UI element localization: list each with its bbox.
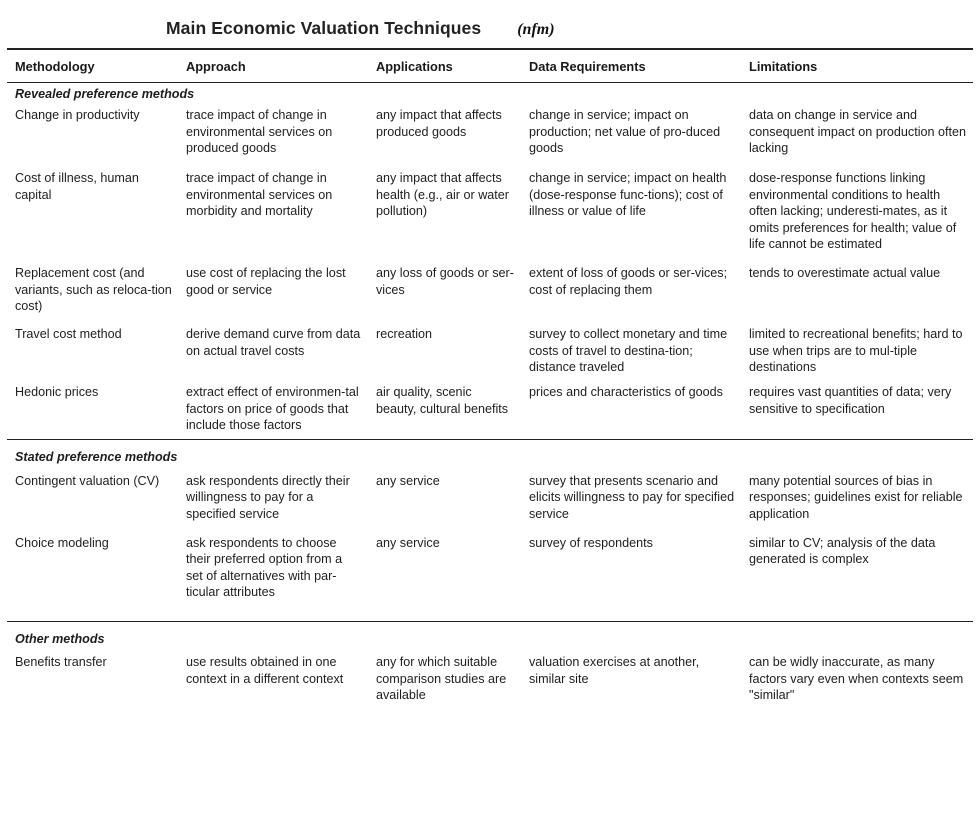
- table-row: [7, 322, 973, 380]
- valuation-techniques-table: [7, 48, 973, 712]
- cell-applications: any loss of goods or ser-vices: [376, 266, 514, 297]
- cell-data-requirements: change in service; impact on health (dose-response func-tions); cost of illness or value of life: [529, 171, 727, 218]
- table-body: [7, 82, 973, 712]
- section-row-revealed-preference: [7, 82, 973, 103]
- column-header-methodology: Methodology: [7, 49, 178, 82]
- cell-data-requirements: survey of respondents: [529, 535, 653, 550]
- cell-applications: any impact that affects produced goods: [376, 108, 502, 139]
- cell-approach: use cost of replacing the lost good or service: [186, 266, 346, 297]
- table-row: [7, 166, 973, 261]
- cell-approach: use results obtained in one context in a different context: [186, 655, 344, 686]
- cell-approach: derive demand curve from data on actual travel costs: [186, 327, 361, 358]
- cell-applications: any impact that affects health (e.g., air or water pollution): [376, 171, 509, 218]
- cell-methodology: Benefits transfer: [15, 655, 107, 669]
- column-header-data-requirements: Data Requirements: [521, 49, 741, 82]
- page-title: Main Economic Valuation Techniques: [166, 18, 482, 38]
- cell-applications: any service: [376, 473, 440, 488]
- cell-data-requirements: survey to collect monetary and time costs of travel to destina-tion; distance traveled: [529, 327, 728, 374]
- table-row: [7, 261, 973, 322]
- section-label: Other methods: [7, 621, 973, 650]
- cell-limitations: limited to recreational benefits; hard to use when trips are to mul-tiple destinations: [749, 327, 963, 374]
- cell-approach: extract effect of environmen-tal factors on price of goods that include those factors: [186, 385, 359, 432]
- cell-limitations: requires vast quantities of data; very sensitive to specification: [749, 385, 952, 416]
- cell-approach: trace impact of change in environmental services on morbidity and mortality: [186, 171, 333, 218]
- valuation-table-container: [7, 48, 973, 712]
- cell-methodology: Contingent valuation (CV): [15, 473, 160, 488]
- column-header-limitations: Limitations: [741, 49, 973, 82]
- cell-data-requirements: change in service; impact on production; net value of pro-duced goods: [529, 108, 721, 155]
- cell-applications: air quality, scenic beauty, cultural benefits: [376, 385, 509, 416]
- section-row-stated-preference: [7, 440, 973, 469]
- cell-applications: any for which suitable comparison studies are available: [376, 655, 507, 702]
- section-label: Stated preference methods: [7, 440, 973, 469]
- header-row: [7, 49, 973, 82]
- cell-data-requirements: prices and characteristics of goods: [529, 385, 723, 399]
- section-label: Revealed preference methods: [15, 86, 195, 101]
- table-row: [7, 380, 973, 440]
- cell-limitations: dose-response functions linking environmental conditions to health often lacking; underesti-mates, as it omits preferences for health; value of life cannot be estimated: [749, 171, 957, 251]
- section-row-other-methods: [7, 621, 973, 650]
- cell-limitations: many potential sources of bias in responses; guidelines exist for reliable application: [749, 473, 963, 521]
- cell-methodology: Cost of illness, human capital: [15, 171, 139, 202]
- column-header-applications: Applications: [368, 49, 521, 82]
- source-tag: (nfm): [517, 21, 555, 38]
- table-row: [7, 469, 973, 531]
- cell-data-requirements: valuation exercises at another, similar site: [529, 655, 700, 686]
- table-row: [7, 650, 973, 712]
- cell-data-requirements: survey that presents scenario and elicits willingness to pay for specified service: [529, 473, 735, 521]
- table-row: [7, 103, 973, 166]
- cell-approach: ask respondents to choose their preferred option from a set of alternatives with par-ticular attributes: [186, 535, 343, 599]
- cell-methodology: Replacement cost (and variants, such as reloca-tion cost): [15, 266, 172, 313]
- cell-methodology: Choice modeling: [15, 535, 109, 550]
- title-row: [166, 18, 555, 44]
- cell-methodology: Change in productivity: [15, 108, 140, 122]
- cell-methodology: Hedonic prices: [15, 385, 99, 399]
- cell-approach: trace impact of change in environmental services on produced goods: [186, 108, 333, 155]
- cell-limitations: can be widly inaccurate, as many factors vary even when contexts seem "similar": [749, 655, 964, 702]
- cell-limitations: similar to CV; analysis of the data generated is complex: [749, 535, 936, 566]
- cell-limitations: tends to overestimate actual value: [749, 266, 941, 280]
- cell-limitations: data on change in service and consequent impact on production often lacking: [749, 108, 967, 155]
- column-header-approach: Approach: [178, 49, 368, 82]
- table-header: [7, 49, 973, 82]
- table-row: [7, 531, 973, 622]
- cell-methodology: Travel cost method: [15, 327, 122, 341]
- cell-approach: ask respondents directly their willingness to pay for a specified service: [186, 473, 350, 521]
- cell-applications: any service: [376, 535, 440, 550]
- cell-applications: recreation: [376, 327, 433, 341]
- cell-data-requirements: extent of loss of goods or ser-vices; cost of replacing them: [529, 266, 728, 297]
